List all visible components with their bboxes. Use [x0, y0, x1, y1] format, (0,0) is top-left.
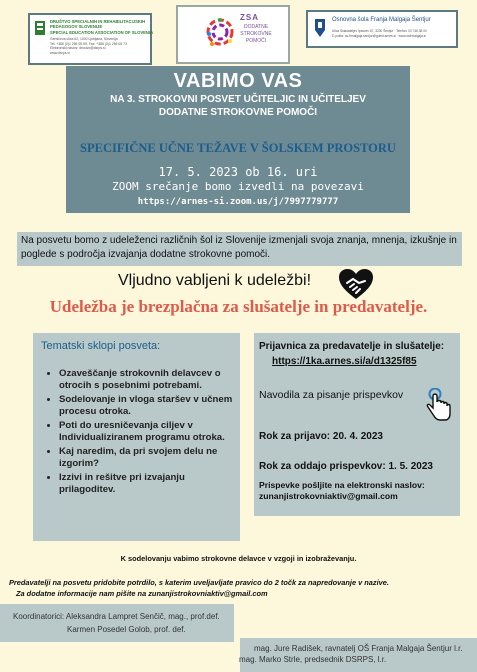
- coordinator-line: Karmen Posedel Golob, prof. def.: [67, 625, 186, 634]
- invitation-subtitle-1: NA 3. STROKOVNI POSVET UČITELJIC IN UČITELJEV: [110, 94, 366, 105]
- contact-note: Za dodatne informacije nam pišite na zunanjistrokovniaktiv@gmail.com: [16, 589, 268, 598]
- registration-link[interactable]: https://1ka.arnes.si/a/d1325f85: [272, 356, 417, 367]
- dsrps-detail: Elektronski naslov: drustvo@dsrps.si: [50, 46, 106, 50]
- submission-email[interactable]: zunanjistrokovniaktiv@gmail.com: [259, 491, 398, 501]
- dsrps-detail: www.dsrps.si: [50, 50, 70, 55]
- topics-list: [33, 368, 239, 498]
- intro-text: Na posvetu bomo z udeleženci različnih šol iz Slovenije izmenjali svoja znanja, mnenja, izkušnje in poglede s področja izvajanja dodatne strokovne pomoči.: [17, 232, 462, 266]
- zsa-tagline-line: STROKOVNE: [240, 31, 272, 37]
- dsrps-detail: Gerbičeva ulica 62, 1000 Ljubljana, Slovenija: [50, 37, 118, 41]
- signatory-line: mag. Jure Radišek, ravnatelj OŠ Franja Malgaja Šentjur l.r.: [254, 644, 463, 653]
- topic-item: • Ozaveščanje strokovnih delavcev o otrocih s posebnimi potrebami.: [59, 368, 239, 392]
- registration-panel: [254, 333, 460, 516]
- registration-label: Prijavnica za predavatelje in slušatelje:: [259, 341, 445, 352]
- school-detail: E-pošta: os-frmalgaja.sentjur@guest.arnes.si · www.osfrmalgaja.si: [332, 34, 426, 38]
- dsrps-name-line1: DRUŠTVO SPECIALNIH IN REHABILITACIJSKIH: [50, 19, 146, 24]
- zoom-info: ZOOM srečanje bomo izvedli na povezavi: [112, 180, 364, 193]
- topic-item: • Kaj naredim, da pri svojem delu ne izgorim?: [59, 446, 239, 470]
- invite-teachers-text: K sodelovanju vabimo strokovne delavce v vzgoji in izobraževanju.: [120, 554, 357, 563]
- topics-title: Tematski sklopi posveta:: [41, 340, 161, 352]
- free-attendance-notice: Udeležba je brezplačna za slušatelje in predavatelje.: [49, 297, 428, 316]
- submission-label: Prispevke pošljite na elektronski naslov:: [259, 480, 425, 490]
- coordinators-box: [0, 604, 234, 642]
- school-logo: [306, 10, 458, 48]
- dsrps-name-line2: PEDAGOGOV SLOVENIJE: [50, 24, 103, 29]
- topics-panel: [33, 333, 240, 541]
- topic-item: • Izzivi in rešitve pri izvajanju prilagoditev.: [59, 472, 239, 496]
- welcome-text: Vljudno vabljeni k udeležbi!: [118, 272, 312, 289]
- signatory-line: mag. Marko Strle, predsednik DSRPS, l.r.: [239, 655, 387, 664]
- papers-deadline: Rok za oddajo prispevkov: 1. 5. 2023: [259, 461, 433, 472]
- conference-topic: SPECIFIČNE UČNE TEŽAVE V ŠOLSKEM PROSTORU: [80, 141, 396, 155]
- zsa-logo: [176, 5, 290, 64]
- dsrps-detail: Tel: +386 (0)1 256 05 69, Fax: +386 (0)1 256 05 73: [50, 41, 127, 46]
- zsa-tagline: [236, 24, 276, 45]
- zsa-mark: ZSA: [240, 13, 259, 22]
- topic-item: • Poti do uresničevanja ciljev v Individualiziranem programu otroka.: [59, 420, 239, 444]
- dsrps-logo: [28, 13, 152, 65]
- pointer-hand-icon[interactable]: [426, 388, 452, 422]
- invitation-title: VABIMO VAS: [173, 70, 303, 92]
- coordinator-line: Koordinatorici: Aleksandra Lampret Senčič, mag., prof.def.: [13, 612, 220, 621]
- school-detail: Ulica Skladateljev Ipavcev 67, 3230 Šentjur · Telefon: 03 746 38 00: [332, 29, 427, 33]
- guidelines-link[interactable]: Navodila za pisanje prispevkov: [259, 389, 404, 401]
- dsrps-name-en: SPECIAL EDUCATION ASSOCIATION OF SLOVENIA: [50, 30, 154, 35]
- zoom-link[interactable]: https://arnes-si.zoom.us/j/7997779777: [137, 197, 339, 207]
- conference-date: 17. 5. 2023 ob 16. uri: [158, 165, 318, 179]
- zsa-tagline-line: DODATNE: [243, 24, 269, 30]
- school-name: Osnovna šola Franja Malgaja Šentjur: [332, 17, 431, 23]
- dsrps-emblem-icon: [34, 20, 46, 36]
- signatories-box: [240, 638, 477, 672]
- zsa-tagline-line: POMOČI: [245, 38, 267, 44]
- topic-item: • Sodelovanje in vloga staršev v učnem procesu otroka.: [59, 394, 239, 418]
- invitation-banner: [66, 66, 410, 213]
- registration-deadline: Rok za prijavo: 20. 4. 2023: [259, 431, 383, 442]
- invitation-subtitle-2: DODATNE STROKOVNE POMOČI: [158, 107, 318, 118]
- certificate-note: Predavatelji na posvetu pridobite potrdilo, s katerim uveljavljate pravico do 2 točk za napredovanje v nazive.: [9, 578, 389, 587]
- school-crest-icon: [314, 18, 326, 38]
